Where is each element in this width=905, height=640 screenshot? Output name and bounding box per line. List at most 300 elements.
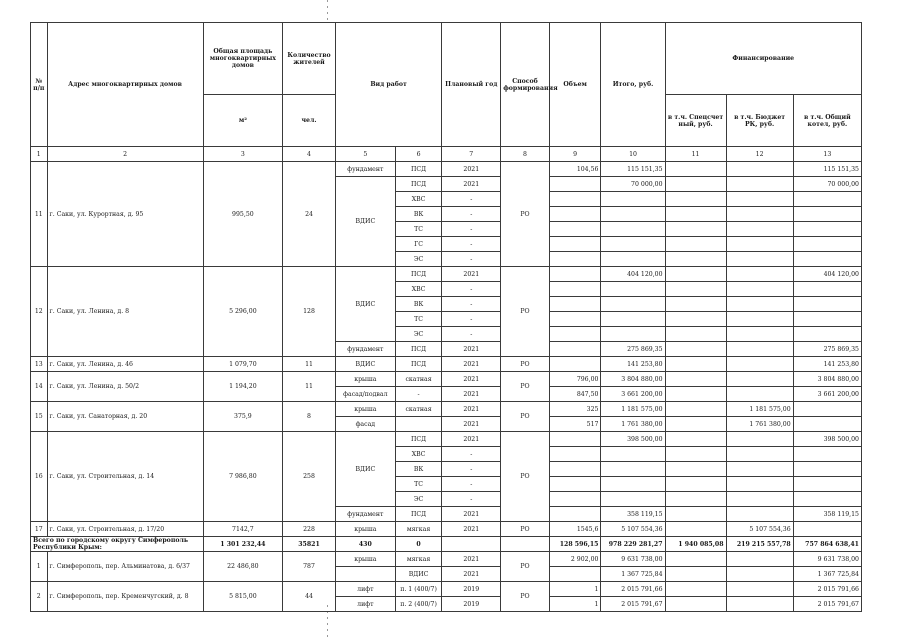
volume-cell [549,297,601,312]
fin-budget-cell [726,492,793,507]
fin-common-cell [793,207,861,222]
header-financing: Финансирование [665,23,861,95]
method-cell: РО [501,372,550,402]
fin-common-cell [793,462,861,477]
plan-year-cell: - [442,297,501,312]
plan-year-cell: - [442,222,501,237]
work-type-cell: фундамент [335,162,395,177]
work-sub-cell: ПСД [395,177,442,192]
plan-year-cell: 2021 [442,342,501,357]
fin-common-cell [793,237,861,252]
fin-budget-cell [726,162,793,177]
house-address-cell: г. Саки, ул. Ленина, д. 46 [47,357,203,372]
work-sub-cell: ХВС [395,192,442,207]
house-address-cell: г. Симферополь, пер. Кременчугский, д. 8 [47,582,203,612]
house-area-cell: 5 815,00 [203,582,283,612]
plan-year-cell: 2021 [442,267,501,282]
fin-common-cell: 3 804 880,00 [793,372,861,387]
house-area-cell: 1 079,70 [203,357,283,372]
total-label-cell: Всего по городскому округу Симферополь Республики Крым: [31,537,204,552]
plan-year-cell: - [442,447,501,462]
method-cell: РО [501,552,550,582]
work-type-cell: лифт [335,582,395,597]
plan-year-cell: 2021 [442,372,501,387]
house-residents-cell: 44 [283,582,336,612]
col-num: 4 [283,147,336,162]
fin-common-cell: 2 015 791,66 [793,582,861,597]
fin-budget-cell [726,327,793,342]
fin-special-cell [665,417,726,432]
total-cell: 141 253,80 [601,357,665,372]
col-num: 11 [665,147,726,162]
total-cell: 358 119,15 [601,507,665,522]
work-group-cell: ВДИС [335,432,395,507]
total-cell [601,477,665,492]
header-num: № п/п [31,23,48,147]
fin-budget-cell [726,192,793,207]
fin-common-cell: 70 000,00 [793,177,861,192]
total-cell [601,312,665,327]
table-row [31,522,862,537]
table-row [31,582,862,597]
fin-special-cell [665,552,726,567]
total-cell: 9 631 738,00 [601,552,665,567]
volume-cell [549,462,601,477]
work-sub-cell: ПСД [395,162,442,177]
fin-special-cell [665,207,726,222]
work-type-cell: фундамент [335,507,395,522]
total-cell [601,447,665,462]
col-num: 13 [793,147,861,162]
volume-cell: 1 [549,597,601,612]
house-address-cell: г. Саки, ул. Ленина, д. 8 [47,267,203,357]
fin-budget-cell: 5 107 554,36 [726,522,793,537]
method-cell: РО [501,432,550,522]
fin-common-cell [793,492,861,507]
fin-budget-cell [726,582,793,597]
fin-common-cell: 404 120,00 [793,267,861,282]
house-num-cell: 14 [31,372,48,402]
fin-common-cell: 1 367 725,84 [793,567,861,582]
fin-common-cell [793,402,861,417]
fin-common-cell: 3 661 200,00 [793,387,861,402]
header-residents: Количество жителей [283,23,336,95]
fin-common-cell [793,312,861,327]
total-residents-cell: 35821 [283,537,336,552]
volume-cell [549,207,601,222]
method-cell: РО [501,267,550,357]
fin-special-cell [665,507,726,522]
fin-budget-cell [726,432,793,447]
volume-cell [549,357,601,372]
plan-year-cell: - [442,192,501,207]
plan-year-cell: - [442,327,501,342]
fin-budget-cell [726,297,793,312]
volume-cell [549,177,601,192]
fin-common-cell: 358 119,15 [793,507,861,522]
total-cell: 3 804 880,00 [601,372,665,387]
header-total: Итого, руб. [601,23,665,147]
plan-year-cell: 2021 [442,417,501,432]
fin-common-cell [793,477,861,492]
volume-cell [549,222,601,237]
table-row [31,162,862,177]
house-area-cell: 7 986,80 [203,432,283,522]
work-sub-cell [395,417,442,432]
house-residents-cell: 8 [283,402,336,432]
plan-year-cell: 2021 [442,432,501,447]
house-num-cell: 12 [31,267,48,357]
fin-special-cell [665,492,726,507]
total-cell [601,192,665,207]
volume-cell: 104,56 [549,162,601,177]
fold-line-top [327,0,328,22]
fin-common-cell [793,192,861,207]
work-type-cell: крыша [335,552,395,567]
col-num: 5 [335,147,395,162]
fin-budget-cell [726,267,793,282]
fin-common-cell [793,417,861,432]
fin-common-cell: 2 015 791,67 [793,597,861,612]
plan-year-cell: 2021 [442,552,501,567]
fin-budget-cell [726,282,793,297]
total-cell: 115 151,35 [601,162,665,177]
col-num: 2 [47,147,203,162]
plan-year-cell: - [442,492,501,507]
fin-budget-cell [726,552,793,567]
fin-budget-cell [726,507,793,522]
house-num-cell: 15 [31,402,48,432]
work-sub-cell: скатная [395,372,442,387]
total-cell [601,207,665,222]
work-sub-cell: - [395,387,442,402]
fin-special-cell [665,387,726,402]
total-col6-cell: 0 [395,537,442,552]
empty-cell [501,537,550,552]
col-num: 1 [31,147,48,162]
house-num-cell: 2 [31,582,48,612]
work-group-cell: ВДИС [335,267,395,342]
plan-year-cell: 2021 [442,387,501,402]
total-cell [601,327,665,342]
fin-budget-cell [726,357,793,372]
fin-special-cell [665,267,726,282]
work-type-cell: крыша [335,402,395,417]
plan-year-cell: 2021 [442,402,501,417]
house-area-cell: 995,50 [203,162,283,267]
col-num: 7 [442,147,501,162]
fin-special-cell [665,357,726,372]
table-row [31,432,862,447]
work-sub-cell: скатная [395,402,442,417]
fin-budget-cell [726,252,793,267]
house-residents-cell: 11 [283,357,336,372]
plan-year-cell: 2021 [442,162,501,177]
col-num: 9 [549,147,601,162]
volume-cell [549,447,601,462]
house-residents-cell: 11 [283,372,336,402]
table-row [31,267,862,282]
plan-year-cell: - [442,237,501,252]
fin-special-cell [665,252,726,267]
work-sub-cell: п. 2 (400/7) [395,597,442,612]
fin-special-cell [665,432,726,447]
plan-year-cell: 2021 [442,567,501,582]
plan-year-cell: 2021 [442,357,501,372]
volume-cell [549,192,601,207]
fin-special-cell [665,402,726,417]
volume-cell [549,342,601,357]
table-row [31,372,862,387]
volume-cell [549,252,601,267]
work-group-cell: ВДИС [335,177,395,267]
plan-year-cell: - [442,462,501,477]
volume-cell [549,507,601,522]
fin-common-cell: 9 631 738,00 [793,552,861,567]
fin-budget-cell [726,567,793,582]
col-num: 8 [501,147,550,162]
house-area-cell: 1 194,20 [203,372,283,402]
total-sum-cell: 978 229 281,27 [601,537,665,552]
work-sub-cell: мягкая [395,522,442,537]
column-number-row [31,147,862,162]
work-sub-cell: ЭС [395,492,442,507]
total-cell: 2 015 791,67 [601,597,665,612]
fin-special-cell [665,327,726,342]
fin-common-cell: 275 869,35 [793,342,861,357]
fin-budget-cell [726,237,793,252]
total-cell [601,492,665,507]
fin-special-cell [665,237,726,252]
house-num-cell: 11 [31,162,48,267]
plan-year-cell: - [442,282,501,297]
fin-budget-cell [726,372,793,387]
plan-year-cell: 2021 [442,522,501,537]
fin-special-cell [665,162,726,177]
total-col5-cell: 430 [335,537,395,552]
method-cell: РО [501,402,550,432]
total-cell: 5 107 554,36 [601,522,665,537]
plan-year-cell: - [442,207,501,222]
volume-cell: 325 [549,402,601,417]
volume-cell [549,492,601,507]
fin-special-cell [665,372,726,387]
header-area: Общая площадь многоквартирных домов [203,23,283,95]
volume-cell [549,327,601,342]
fin-budget-cell: 1 761 380,00 [726,417,793,432]
total-fin-budget-cell: 219 215 557,78 [726,537,793,552]
fin-special-cell [665,297,726,312]
house-address-cell: г. Саки, ул. Ленина, д. 50/2 [47,372,203,402]
house-residents-cell: 24 [283,162,336,267]
document-sheet [30,22,862,612]
plan-year-cell: - [442,477,501,492]
volume-cell [549,567,601,582]
total-row [31,537,862,552]
method-cell: РО [501,582,550,612]
plan-year-cell: 2019 [442,597,501,612]
house-area-cell: 5 296,00 [203,267,283,357]
col-num: 6 [395,147,442,162]
total-cell: 3 661 200,00 [601,387,665,402]
fin-common-cell: 115 151,35 [793,162,861,177]
plan-year-cell: 2021 [442,177,501,192]
house-address-cell: г. Саки, ул. Курортная, д. 95 [47,162,203,267]
fin-special-cell [665,462,726,477]
house-address-cell: г. Саки, ул. Санаторная, д. 20 [47,402,203,432]
fin-special-cell [665,477,726,492]
plan-year-cell: - [442,252,501,267]
header-row [31,23,862,95]
method-cell: РО [501,522,550,537]
house-address-cell: г. Саки, ул. Строительная, д. 17/20 [47,522,203,537]
fin-special-cell [665,282,726,297]
col-num: 12 [726,147,793,162]
volume-cell [549,432,601,447]
work-type-cell: фундамент [335,342,395,357]
work-sub-cell: ПСД [395,507,442,522]
fin-special-cell [665,522,726,537]
fin-special-cell [665,342,726,357]
fin-common-cell [793,522,861,537]
col-num: 3 [203,147,283,162]
work-sub-cell: ЭС [395,252,442,267]
fin-common-cell: 141 253,80 [793,357,861,372]
volume-cell [549,477,601,492]
work-sub-cell: ХВС [395,282,442,297]
table-row [31,357,862,372]
work-type-cell: крыша [335,522,395,537]
volume-cell: 517 [549,417,601,432]
house-residents-cell: 128 [283,267,336,357]
fin-common-cell [793,252,861,267]
total-cell: 398 500,00 [601,432,665,447]
total-cell: 70 000,00 [601,177,665,192]
total-fin-common-cell: 757 864 638,41 [793,537,861,552]
volume-cell [549,237,601,252]
house-num-cell: 1 [31,552,48,582]
header-volume: Объем [549,23,601,147]
fin-special-cell [665,597,726,612]
work-sub-cell: ЭС [395,327,442,342]
header-fin-common: в т.ч. Общий котел, руб. [793,95,861,147]
volume-cell: 2 902,00 [549,552,601,567]
volume-cell: 1 [549,582,601,597]
work-type-cell: фасад/подвал [335,387,395,402]
volume-cell: 1545,6 [549,522,601,537]
total-area-cell: 1 301 232,44 [203,537,283,552]
total-cell [601,237,665,252]
fin-common-cell [793,447,861,462]
work-type-cell: крыша [335,372,395,387]
work-sub-cell: ТС [395,312,442,327]
work-type-cell: ВДИС [335,357,395,372]
total-cell: 1 181 575,00 [601,402,665,417]
total-cell [601,462,665,477]
fin-budget-cell [726,462,793,477]
volume-cell [549,282,601,297]
plan-year-cell: - [442,312,501,327]
table-row [31,552,862,567]
fin-common-cell [793,222,861,237]
fin-special-cell [665,192,726,207]
work-sub-cell: ВК [395,462,442,477]
table-row [31,402,862,417]
fin-special-cell [665,312,726,327]
volume-cell [549,267,601,282]
work-sub-cell: ПСД [395,342,442,357]
house-area-cell: 375,9 [203,402,283,432]
fin-budget-cell [726,597,793,612]
work-sub-cell: ПСД [395,357,442,372]
fin-budget-cell [726,177,793,192]
house-residents-cell: 228 [283,522,336,537]
fin-common-cell [793,282,861,297]
work-type-cell: лифт [335,597,395,612]
total-cell: 404 120,00 [601,267,665,282]
total-cell [601,222,665,237]
method-cell: РО [501,162,550,267]
house-area-cell: 22 486,80 [203,552,283,582]
fin-common-cell [793,327,861,342]
total-volume-cell: 128 596,15 [549,537,601,552]
total-cell: 2 015 791,66 [601,582,665,597]
total-cell: 275 869,35 [601,342,665,357]
work-sub-cell: ТС [395,222,442,237]
header-unit-area: м² [203,95,283,147]
total-cell [601,282,665,297]
fin-budget-cell [726,222,793,237]
house-num-cell: 16 [31,432,48,522]
col-num: 10 [601,147,665,162]
plan-year-cell: 2019 [442,582,501,597]
volume-cell: 847,50 [549,387,601,402]
fin-common-cell [793,297,861,312]
work-sub-cell: ВК [395,207,442,222]
work-type-cell [335,567,395,582]
fin-budget-cell [726,312,793,327]
fin-special-cell [665,177,726,192]
house-area-cell: 7142,7 [203,522,283,537]
fin-budget-cell [726,342,793,357]
fin-budget-cell [726,477,793,492]
fin-budget-cell [726,387,793,402]
house-residents-cell: 787 [283,552,336,582]
fin-special-cell [665,582,726,597]
total-cell: 1 761 380,00 [601,417,665,432]
total-cell: 1 367 725,84 [601,567,665,582]
work-sub-cell: п. 1 (400/7) [395,582,442,597]
plan-year-cell: 2021 [442,507,501,522]
house-address-cell: г. Саки, ул. Строительная, д. 14 [47,432,203,522]
work-sub-cell: ТС [395,477,442,492]
header-unit-people: чел. [283,95,336,147]
volume-cell [549,312,601,327]
house-address-cell: г. Симферополь, пер. Альминатова, д. 6/37 [47,552,203,582]
header-fin-special: в т.ч. Спецсчет ный, руб. [665,95,726,147]
header-fin-budget: в т.ч. Бюджет РК, руб. [726,95,793,147]
work-type-cell: фасад [335,417,395,432]
fin-budget-cell [726,207,793,222]
work-sub-cell: ВК [395,297,442,312]
work-sub-cell: ВДИС [395,567,442,582]
repair-program-table [30,22,862,612]
fin-common-cell: 398 500,00 [793,432,861,447]
fin-special-cell [665,567,726,582]
header-work: Вид работ [335,23,441,147]
fin-budget-cell: 1 181 575,00 [726,402,793,417]
house-residents-cell: 258 [283,432,336,522]
